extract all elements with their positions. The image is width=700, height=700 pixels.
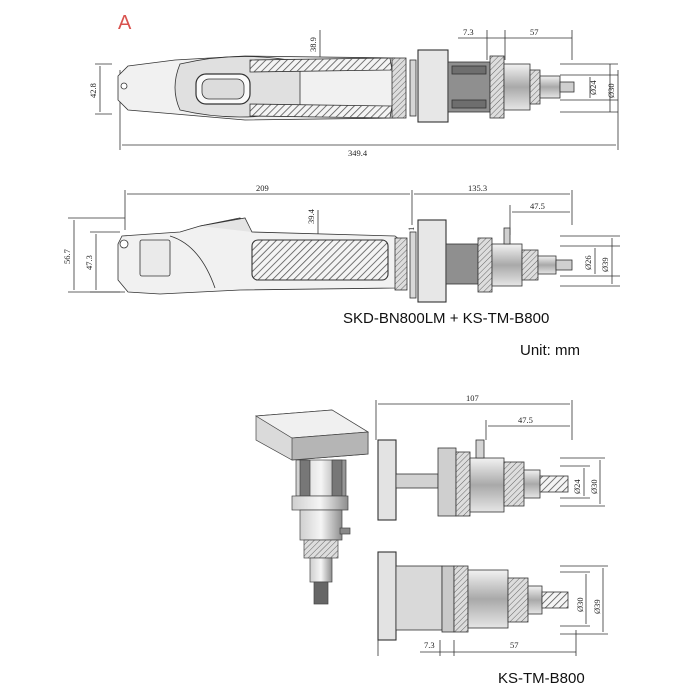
dim-mod-side-nose: 47.5 <box>518 415 533 425</box>
caption-unit: Unit: mm <box>520 342 580 359</box>
dim-side-grip-height: 39.4 <box>306 209 316 224</box>
dim-mod-bottom-gap: 7.3 <box>424 640 435 650</box>
module-side-view <box>376 400 605 520</box>
dim-side-body-len: 209 <box>256 183 269 193</box>
dim-side-module-total: 135.3 <box>468 183 488 193</box>
dim-side-handle-height: 47.3 <box>84 255 94 270</box>
dim-mod-bottom-dia-small: Ø30 <box>575 597 585 612</box>
dim-top-tip-dia-large: Ø30 <box>606 83 616 98</box>
caption-module: KS-TM-B800 <box>498 670 585 687</box>
dim-side-overall-height: 56.7 <box>62 249 72 264</box>
dim-mod-side-len: 107 <box>466 393 479 403</box>
dim-side-tip-dia-small: Ø26 <box>583 255 593 270</box>
module-photo <box>256 410 368 604</box>
dim-top-body-height: 38.9 <box>308 37 318 52</box>
top-view <box>95 30 618 150</box>
dim-top-flange-gap: 7.3 <box>463 27 474 37</box>
dim-mod-bottom-len: 57 <box>510 640 519 650</box>
dim-side-tip-dia-large: Ø39 <box>600 257 610 272</box>
dim-top-handle-height: 42.8 <box>88 83 98 98</box>
panel-label: A <box>118 12 132 34</box>
dim-mod-side-dia-small: Ø24 <box>572 479 582 494</box>
dim-mod-bottom-dia-large: Ø39 <box>592 599 602 614</box>
dim-top-module-len: 57 <box>530 27 539 37</box>
dim-side-flange-tiny: 1 <box>406 226 416 231</box>
dim-top-tip-dia-small: Ø24 <box>588 80 598 95</box>
module-bottom-view <box>378 552 608 656</box>
caption-model: SKD-BN800LM + KS-TM-B800 <box>343 310 550 327</box>
dim-top-total-len: 349.4 <box>348 148 368 158</box>
dim-side-nose-len: 47.5 <box>530 201 545 211</box>
dim-mod-side-dia-large: Ø30 <box>589 479 599 494</box>
